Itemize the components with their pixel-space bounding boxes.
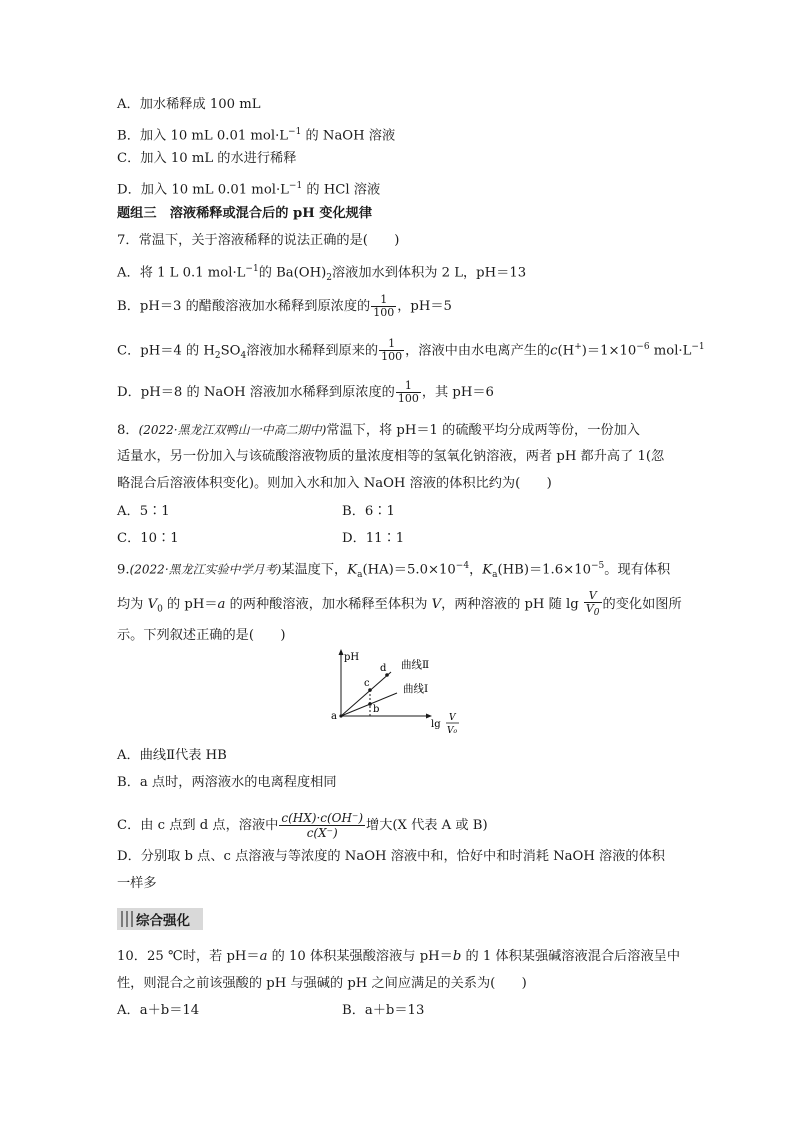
fraction-expression: $\frac{c(HX)\cdot c(OH^-)}{c(X^-)}$ (281, 811, 364, 840)
question-source: (2022·黑龙江双鸭山一中高二期中) (138, 423, 327, 437)
q8-line3: 略混合后溶液体积变化)。则加入水和加入 NaOH 溶液的体积比约为( ) (117, 476, 552, 491)
q10-line2: 性，则混合之前该强酸的 pH 与强碱的 pH 之间应满足的关系为( ) (117, 976, 527, 991)
point-d-label: d (380, 663, 387, 674)
q7-option-a: A．将 1 L 0.1 $mol\cdot L^{-1}$的 $Ba(OH)_2$溶液加水到体积为 2 L，pH＝13 (117, 264, 527, 284)
q7-option-d: D．pH＝8 的 NaOH 溶液加水稀释到原浓度的 $\frac{1}{100}$ ，其 pH＝6 (117, 379, 494, 405)
q8-options-row2 (117, 529, 179, 549)
q7-stem: 7．常温下，关于溶液稀释的说法正确的是( ) (117, 233, 400, 248)
point-b (368, 702, 372, 706)
point-b-label: b (373, 704, 380, 715)
ph-dilution-figure (325, 648, 465, 743)
fraction: $\frac{1}{100}$ (397, 379, 419, 405)
fraction: $\frac{1}{100}$ (381, 337, 403, 364)
curve-2-label: 曲线Ⅱ (401, 659, 430, 671)
section-title: 综合强化 (136, 913, 190, 929)
x-axis-arrow (426, 714, 432, 719)
q9-option-d-line1: D．分别取 b 点、c 点溶液与等浓度的 NaOH 溶液中和，恰好中和时消耗 NaOH 溶液的体积 (117, 849, 665, 864)
q9-line1: 9.(2022·黑龙江实验中学月考)某温度下，$K_a(HA)=5.0\times 10^{-4}$，$K_a(HB)=1.6\times 10^{-5}$。现有体积 (117, 561, 671, 581)
curve-1-label: 曲线Ⅰ (403, 683, 429, 695)
fraction-v-over-v0: $\frac{V}{V_0}$ (585, 589, 600, 619)
section-stripe (131, 911, 133, 927)
q7-option-c: C．pH＝4 的 $H_2SO_4$溶液加水稀释到原来的 $\frac{1}{100}$ ，溶液中由水电离产生的$c(H^+)=1\times 10^{-6}$ $mol\cdot L^{-1}$ (117, 337, 705, 364)
q6-option-b: B．加入 10 mL 0.01 $mol\cdot L^{-1}$ 的 NaOH 溶液 (117, 127, 396, 144)
q10-option-a: A．a＋b＝14 (117, 1003, 200, 1018)
x-axis-frac-den: V₀ (447, 726, 458, 736)
q10-line1: 10．25 ℃时，若 pH＝a 的 10 体积某强酸溶液与 pH＝b 的 1 体积某强碱溶液混合后溶液呈中 (117, 949, 681, 964)
section-stripe (121, 911, 123, 927)
y-axis-label: pH (344, 652, 360, 663)
q7-option-b: B．pH＝3 的醋酸溶液加水稀释到原浓度的 $\frac{1}{100}$ ，pH＝5 (117, 293, 452, 319)
q6-option-a: A．加水稀释成 100 mL (117, 97, 261, 112)
q6-option-d: D．加入 10 mL 0.01 $mol\cdot L^{-1}$ 的 HCl 溶液 (117, 181, 381, 198)
q8-option-a: A．5∶1 (117, 504, 170, 519)
q10-option-b: B．a＋b＝13 (342, 1003, 425, 1018)
q9-option-a: A．曲线Ⅱ代表 HB (117, 748, 227, 763)
q8-line1: 8．(2022·黑龙江双鸭山一中高二期中)常温下，将 pH＝1 的硫酸平均分成两等份，一份加入 (117, 423, 640, 438)
q8-options-row1 (117, 502, 170, 522)
q8-option-c: C．10∶1 (117, 531, 179, 546)
point-a (339, 714, 342, 717)
group3-title: 题组三 溶液稀释或混合后的 pH 变化规律 (117, 206, 373, 221)
q9-line2: 均为 $V_0$ 的 pH＝a 的两种酸溶液，加水稀释至体积为 V，两种溶液的 pH 随 lg $\frac{V}{V_0}$ 的变化如图所 (117, 589, 682, 619)
q9-option-c: C．由 c 点到 d 点，溶液中 $\frac{c(HX)\cdot c(OH^-)}{c(X^-)}$ 增大(X 代表 A 或 B) (117, 811, 488, 840)
q6-option-c: C．加入 10 mL 的水进行稀释 (117, 151, 297, 166)
point-a-label: a (331, 711, 337, 722)
section-stripe (126, 911, 128, 927)
x-axis-label: lg (431, 719, 441, 730)
question-source: (2022·黑龙江实验中学月考) (129, 562, 282, 577)
point-c-label: c (364, 678, 370, 689)
q9-option-d-line2: 一样多 (117, 876, 157, 891)
q9-option-b: B．a 点时，两溶液水的电离程度相同 (117, 775, 337, 790)
q8-option-d: D．11∶1 (342, 531, 405, 546)
q8-option-b: B．6∶1 (342, 504, 395, 519)
y-axis-arrow (339, 649, 344, 655)
fraction: $\frac{1}{100}$ (373, 293, 395, 319)
q8-line2: 适量水，另一份加入与该硫酸溶液物质的量浓度相等的氢氧化钠溶液，两者 pH 都升高了 1(忽 (117, 449, 665, 464)
q9-line3: 示。下列叙述正确的是( ) (117, 628, 286, 643)
x-axis-frac-num: V (449, 713, 456, 723)
